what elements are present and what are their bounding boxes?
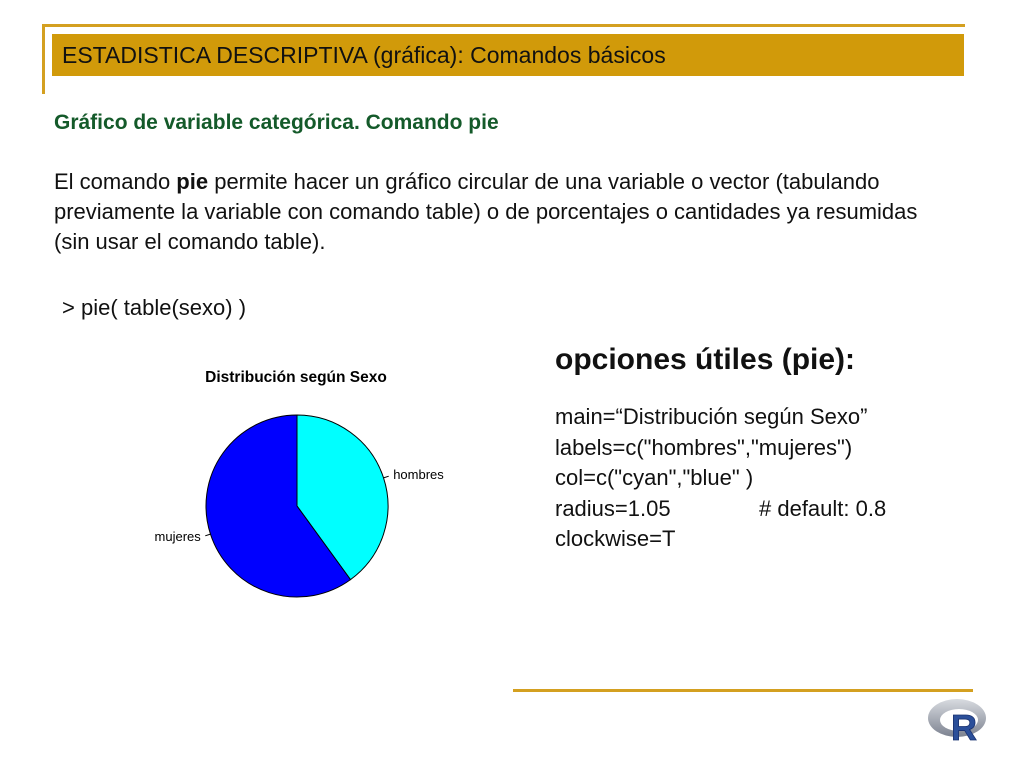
footer-line: [513, 689, 973, 692]
option-labels: labels=c("hombres","mujeres"): [555, 434, 853, 460]
intro-paragraph: [54, 167, 934, 257]
frame-left-line: [42, 24, 45, 94]
option-col: col=c("cyan","blue" ): [555, 465, 754, 490]
section-title: Gráfico de variable categórica. Comando pie: [54, 111, 499, 134]
pie-label-tick-hombres: [384, 476, 389, 478]
options-title: opciones útiles (pie):: [555, 343, 856, 376]
option-clockwise: clockwise=T: [555, 526, 676, 551]
r-logo-icon: [926, 694, 988, 746]
pie-label-hombres: hombres: [393, 467, 444, 483]
pie-slices: [206, 415, 388, 597]
pie-label-tick-mujeres: [205, 534, 210, 536]
options-list: [555, 402, 887, 555]
frame-top-line: [42, 24, 965, 27]
option-radius-value: radius=1.05: [555, 495, 671, 521]
slide-title: ESTADISTICA DESCRIPTIVA (gráfica): Comandos básicos: [62, 41, 666, 68]
intro-text-before: El comando: [54, 169, 177, 194]
pie-chart: [130, 360, 480, 610]
intro-keyword: pie: [176, 169, 209, 194]
logo-letter: R: [951, 707, 977, 746]
r-command: > pie( table(sexo) ): [62, 295, 247, 320]
pie-label-mujeres: mujeres: [154, 528, 201, 544]
option-radius-comment: # default: 0.8: [759, 495, 887, 521]
option-radius: [555, 494, 887, 525]
option-main: main=“Distribución según Sexo”: [555, 404, 868, 429]
intro-text-after: permite hacer un gráfico circular de una variable o vector (tabulando previamente la variable con comando table) o de porcentajes o cantidades ya resumidas (sin usar el comando table).: [54, 169, 918, 254]
title-bar: [52, 34, 964, 76]
chart-title: Distribución según Sexo: [205, 369, 387, 386]
